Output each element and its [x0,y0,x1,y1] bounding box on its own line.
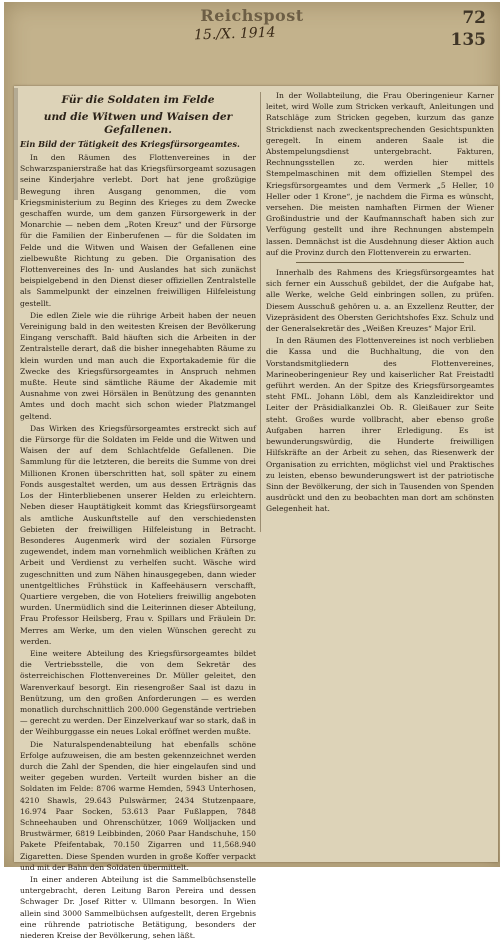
pencil-mark [14,88,18,200]
headline-line-1: Für die Soldaten im Felde [61,94,215,106]
paragraph: Die edlen Ziele wie die rührige Arbeit haben der neuen Vereinigung bald in den weitesten Kreisen der Bevölkerung Eingang verschafft. Bald häuften sich die Arbeiten in der Zentralstelle derart, daß die bisher innegehabten Räume zu klein wurden und man auch die Exportakademie für die Zwecke des Kriegsfürsorgeamtes in Anspruch nehmen mußte. Heute sind sämtliche Räume der Akademie mit Ausnahme von zwei Hörsälen in Benützung des genannten Amtes und doch macht sich schon wieder Platzmangel geltend. [20,310,256,421]
handwritten-date: 15./X. 1914 [193,24,276,44]
section-separator [296,262,464,263]
archive-sheet [4,2,500,941]
paragraph: Das Wirken des Kriegsfürsorgeamtes erstreckt sich auf die Fürsorge für die Soldaten im Felde und die Witwen und Waisen der auf dem Schlachtfelde Gefallenen. Die Sammlung für die letzteren, die bereits die Summe von drei Millionen Kronen überschritten hat, soll später zu einem Fonds ausgestaltet werden, um aus dessen Erträgnis das Los der Hinterbliebenen unserer Helden zu erleichtern. Neben dieser Hauptätigkeit kommt das Kriegsfürsorgeamt als amtliche Auskunftstelle auf den verschiedensten Gebieten der freiwilligen Hilfeleistung in Betracht. Besonderes Augenmerk wird der sozialen Fürsorge zugewendet, indem man vornehmlich weiblichen Kräften zu Arbeit und Verdienst zu verhelfen sucht. Wäsche wird zugeschnitten und zum Nähen hinausgegeben, dann wieder unentgeltliches Frühstück in Kaffeehäusern verschafft, Quartiere vergeben, die von Hoteliers freiwillig angeboten wurden. Unermüdlich sind die Leiterinnen dieser Abteilung, Frau Professor Heilsberg, Frau v. Spillars und Fräulein Dr. Merres am Werke, um den vielen Wünschen gerecht zu werden. [20,423,256,646]
page-number-bottom: 135 [450,30,486,50]
column-divider [260,92,261,532]
paragraph: Die Naturalspendenabteilung hat ebenfalls schöne Erfolge aufzuweisen, die am besten gekennzeichnet werden durch die Zahl der Spenden, die hier eingelaufen sind und weiter gegeben wurden. Verteilt wurden bisher an die Soldaten im Felde: 8706 warme Hemden, 5943 Unterhosen, 4210 Shawls, 29.643 Pulswärmer, 2434 Stutzenpaare, 16.974 Paar Socken, 53.613 Paar Fußlappen, 7848 Schneehauben und Ohrenschützer, 1069 Wolljacken und Brustwärmer, 6819 Leibbinden, 2060 Paar Handschuhe, 150 Pakete Pfeifentabak, 70.150 Zigarren und 11,568.940 Zigaretten. Diese Spenden wurden in große Koffer verpackt und mit der Bahn den Soldaten übermittelt. [20,739,256,872]
column-left [20,90,256,942]
paragraph: Innerhalb des Rahmens des Kriegsfürsorgeamtes hat sich ferner ein Ausschuß gebildet, der die Aufgabe hat, alle Werke, welche Geld einbringen sollen, zu prüfen. Diesem Ausschuß gehören u. a. an Exzellenz Reutter, der Vizepräsident des Obersten Gerichtshofes Exz. Schulz und der Generalsekretär des „Weißen Kreuzes“ Major Eril. [266,268,494,334]
paragraph: Eine weitere Abteilung des Kriegsfürsorgeamtes bildet die Vertriebsstelle, die von dem Sekretär des österreichischen Flottenvereines Dr. Müller geleitet, den Warenverkauf besorgt. Ein riesengroßer Saal ist dazu in Benützung, um den großen Anforderungen — es werden monatlich durchschnittlich 200.000 Gegenstände vertrieben — gerecht zu werden. Der Einzelverkauf war so stark, daß in der Weihburggasse ein neues Lokal eröffnet werden mußte. [20,648,256,737]
paragraph: In der Wollabteilung, die Frau Oberingenieur Karner leitet, wird Wolle zum Stricken verkauft, Anleitungen und Ratschläge zum Stricken gegeben, kurzum das ganze Strickdienst nach zweckentsprechenden Gesichtspunkten geregelt. In einem anderen Saale ist die Abstempelungsdienst untergebracht. Fakturen, Rechnungsstellen zc. werden hier mittels Stempelmaschinen mit dem offiziellen Stempel des Kriegsfürsorgeamtes und dem Vermerk „5 Heller, 10 Heller oder 1 Krone“, je nachdem die Firma es wünscht, versehen. Die meisten namhaften Firmen der Wiener Großindustrie und der Kaufmannschaft haben sich zur Verfügung gestellt und ihre Rechnungen abstempeln lassen. Demnächst ist die Ausdehnung dieser Aktion auch auf die Provinz durch den Flottenverein zu erwarten. [266,91,494,257]
newspaper-clipping [14,86,498,941]
column-right [266,90,494,516]
paragraph: In einer anderen Abteilung ist die Sammelbüchsenstelle untergebracht, deren Leitung Baron Pereira und dessen Schwager Dr. Josef Ritter v. Ullmann besorgen. In Wien allein sind 3000 Sammelbüchsen aufgestellt, deren Ergebnis eine rührende patriotische Betätigung, besonders der niederen Kreise der Bevölkerung, sehen läßt. [20,875,256,941]
page-number-top: 72 [462,8,486,28]
paragraph: In den Räumen des Flottenvereines in der Schwarzspanierstraße hat das Kriegsfürsorgeamt sozusagen seine Kinderjahre verlebt. Dort hat jene großzügige Bewegung ihren Ausgang genommen, die vom Kriegsministerium zu Beginn des Krieges zu dem Zwecke geschaffen wurde, um dem ganzen Fürsorgewerk in der Monarchie — neben dem „Roten Kreuz“ und der Fürsorge für die Familien der Einberufenen — für die Soldaten im Felde und die Witwen und Waisen der Gefallenen eine zielbewußte Richtung zu geben. Die Organisation des Flottenvereines des In- und Auslandes hat sich zunächst beispielgebend in den Dienst dieser offiziellen Zentralstelle als Sammelpunkt der einzelnen freiwilligen Hilfeleistung gestellt. [20,153,256,308]
paragraph: In den Räumen des Flottenvereines ist noch verblieben die Kassa und die Buchhaltung, die von den Vorstandsmitgliedern des Flottenvereines, Marineoberingenieur Rey und kaiserlicher Rat Freistadtl geführt werden. An der Spitze des Kriegsfürsorgeamtes steht FML. Johann Löbl, dem als Kanzleidirektor und Leiter der Präsidialkanzlei Ob. R. Gleißauer zur Seite steht. Großes wurde vollbracht, aber ebenso große Aufgaben harren ihrer Erledigung. Es ist bewunderungswürdig, die Hunderte freiwilligen Hilfskräfte an der Arbeit zu sehen, das Riesenwerk der Organisation zu errichten, möglichst viel und Praktisches zu leisten, ebenso bewunderungswert ist der patriotische Sinn der Bevölkerung, der sich in Tausenden von Spenden ausdrückt und den zu beobachten man dort am schönsten Gelegenheit hat. [266,336,494,514]
masthead: Reichspost [200,6,304,25]
headline-line-2: und die Witwen und Waisen der Gefallenen. [43,111,233,136]
subheadline: Ein Bild der Tätigkeit des Kriegsfürsorgeamtes. [20,139,240,149]
